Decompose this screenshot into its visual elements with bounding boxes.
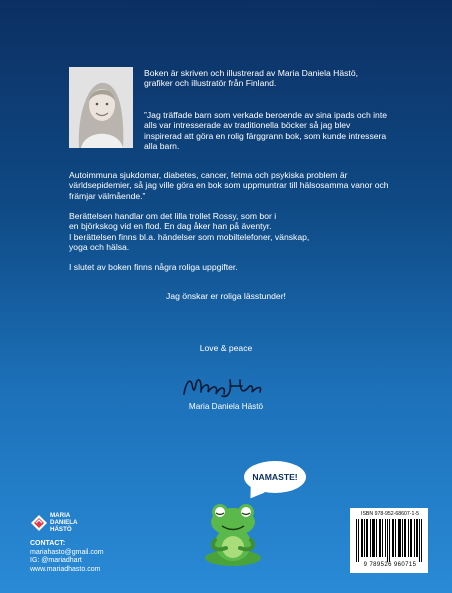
contact-info	[30, 540, 104, 574]
story-line: en björkskog vid en flod. En dag åker han på äventyr.	[69, 221, 272, 232]
ending-text: I slutet av boken finns några roliga uppgifter.	[69, 262, 238, 272]
story-line: yoga och hälsa.	[69, 242, 130, 253]
quote-paragraph-2: Autoimmuna sjukdomar, diabetes, cancer, fetma och psykiska problem är världsepidemier, så jag ville göra en bok som uppmuntrar till hälsosamma vanor och främjar välmående.”	[69, 170, 389, 201]
contact-instagram: IG: @mariadhart	[30, 557, 82, 565]
publisher-logo	[30, 510, 90, 542]
logo-icon	[30, 514, 48, 532]
logo-line: HÄSTÖ	[50, 526, 72, 533]
story-line: I berättelsen finns bl.a. händelser som mobiltelefoner, vänskap,	[69, 231, 310, 242]
signature-icon	[170, 372, 280, 402]
intro-text: Boken är skriven och illustrerad av Maria Daniela Hästö, grafiker och illustratör från Finland.	[144, 68, 358, 89]
story-line: Berättelsen handlar om det lilla trollet Rossy, som bor i	[69, 211, 277, 221]
quote-paragraph-1: ”Jag träffade barn som verkade beroende av sina ipads och inte alls var intresserade av traditionella böcker så jag blev inspirerad att göra en rolig färggrann bok, som kunde intressera alla barn.	[144, 110, 388, 152]
isbn-label: ISBN 978-952-68607-1-5	[361, 511, 419, 517]
logo-line: MARIA	[50, 512, 71, 519]
contact-website: www.mariadhasto.com	[30, 565, 101, 573]
wish-text: Jag önskar er roliga lässtunder!	[166, 291, 286, 301]
story-paragraph	[69, 211, 389, 253]
logo-line: DANIELA	[50, 519, 78, 526]
isbn-digits: 9 789526 960715	[363, 562, 417, 568]
author-photo	[69, 67, 133, 148]
contact-email: mariahasto@gmail.com	[30, 548, 104, 556]
barcode-icon	[355, 519, 423, 562]
frog-icon	[200, 500, 266, 568]
love-text: Love & peace	[199, 343, 253, 353]
signature-name: Maria Daniela Hästö	[188, 402, 264, 411]
contact-label: CONTACT:	[30, 540, 66, 547]
speech-bubble-text: NAMASTE!	[252, 472, 298, 482]
